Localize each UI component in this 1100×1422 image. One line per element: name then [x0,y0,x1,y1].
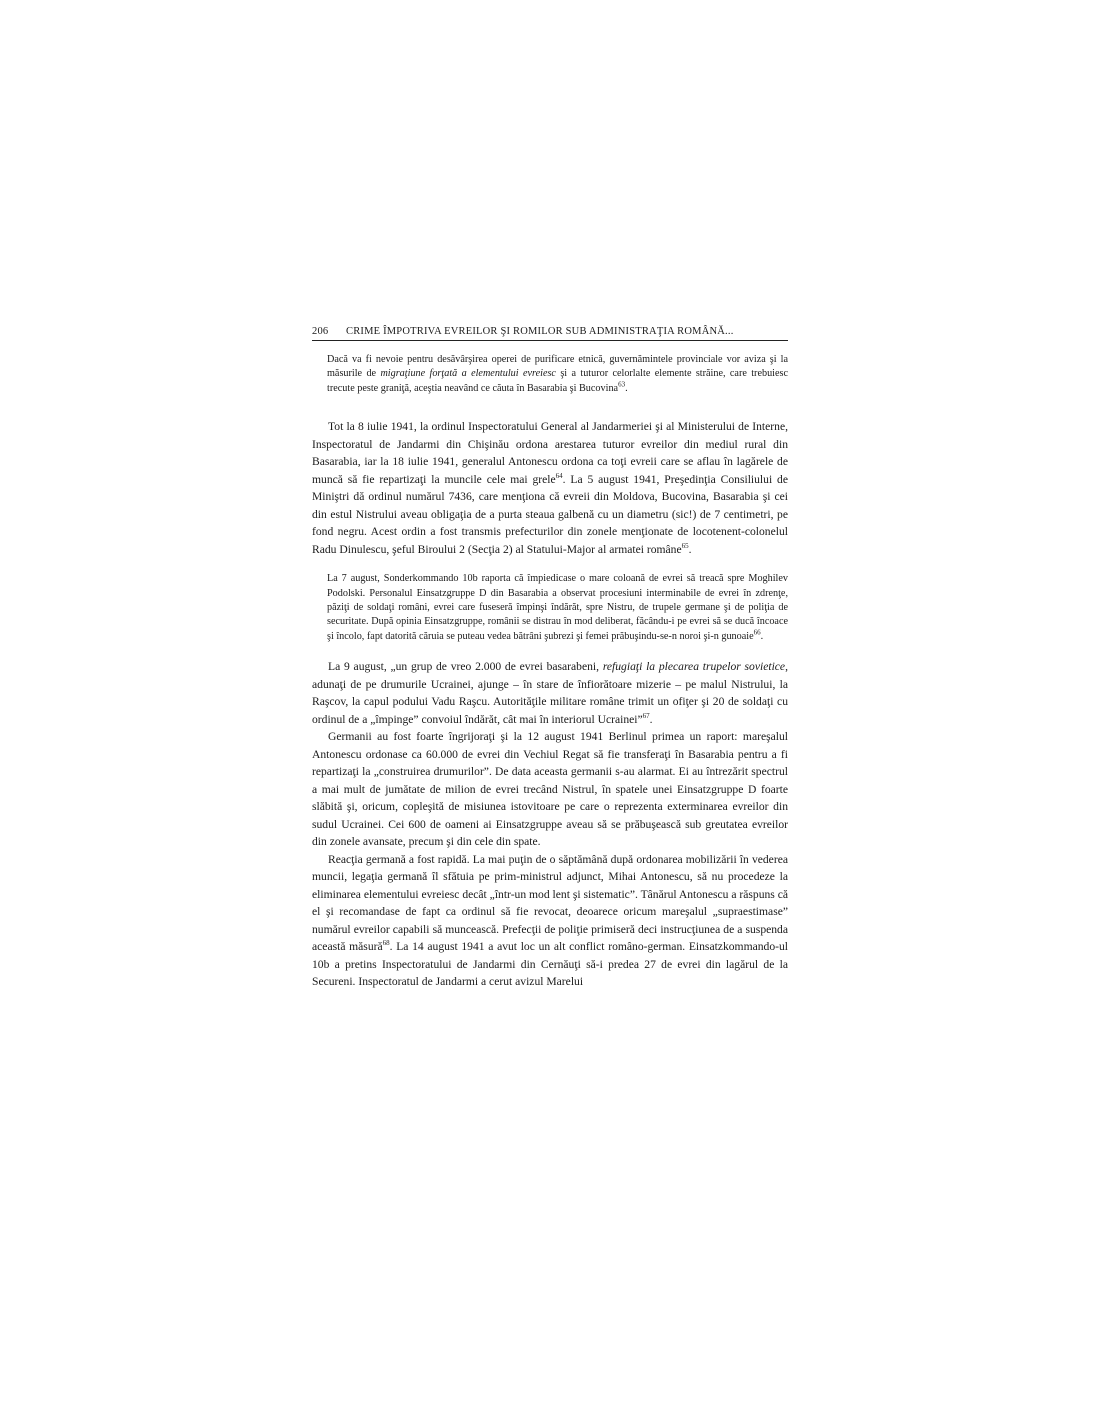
paragraph-text: . La 5 august 1941, Preşedinţia Consiliului de Miniştri dă ordinul numărul 7436, care menţiona că evreii din Moldova, Bucovina, Basarabia şi cei din estul Nistrului aveau obligaţia de a purta steaua galbenă cu un diametru (sic!) de 7 centimetri, pe fond negru. Acest ordin a fost transmis prefecturilor din zonele menţionate de locotenent-colonelul Radu Dinulescu, şeful Biroului 2 (Secţia 2) al Statului-Major al armatei române [312,472,788,556]
quote-text: Dacă va fi nevoie pentru desăvârşirea operei de purificare etnică, guvernămintele provinciale vor aviza şi la măsurile de [327,354,788,380]
punctuation: . [760,630,764,642]
quote-text: La 7 august, Sonderkommando 10b raporta că împiedicase o mare coloană de evrei să treacă spre Moghilev Podolski. Personalul Einsatzgruppe D din Basarabia a observat procesiuni interminabile de evrei în zdrenţe, păziţi de soldaţi români, evrei care fuseseră împinşi îndărăt, spre Nistru, de trupele germane şi de poliţia de securitate. După opinia Einsatzgruppe, românii se distrau în mod deliberat, făcându-i pe evrei să se ducă încoace şi încolo, fapt datorită căruia se puteau vedea bătrâni şubrezi şi femei prăbuşindu-se-n noroi şi-n gunoaie [327,573,788,642]
paragraph-text: La 9 august, „un grup de vreo 2.000 de evrei basarabeni, [328,660,603,674]
page-number: 206 [312,326,329,337]
punctuation: . [649,712,653,726]
quote-paragraph [327,572,788,644]
document-page [312,326,788,991]
block-quote-1 [327,353,788,396]
body-section-1 [312,418,788,558]
paragraph-text: Reacţia germană a fost rapidă. La mai puţin de o săptămână după ordonarea mobilizării în vederea muncii, legaţia germană îl sfătuia pe prim-ministrul adjunct, Mihai Antonescu, să nu procedeze la eliminarea elementului evreiesc decât „într-un mod lent şi sistematic”. Tânărul Antonescu a răspuns că el şi recomandase de fapt ca ordinul să fie revocat, deoarece oricum mareşalul „supraestimase” numărul evreilor capabili să muncească. Prefecţii de poliţie primiseră deci instrucţiunea de a suspenda această măsură [312,852,789,954]
paragraph-1 [312,418,788,558]
running-header [312,326,788,341]
paragraph-text: , adunaţi de pe drumurile Ucrainei, ajunge – în stare de înfiorătoare mizerie – pe malul Nistrului, la Raşcov, la capul podului Vadu Raşcu. Autorităţile militare române trimit un ofiţer şi 20 de soldaţi cu ordinul de a „împinge” convoiul îndărăt, cât mai în interiorul Ucrainei” [312,660,788,726]
block-quote-2 [327,572,788,644]
paragraph-text: . La 14 august 1941 a avut loc un alt conflict româno-german. Einsatzkommando-ul 10b a pretins Inspectoratului de Jandarmi din Cernăuţi să-i predea 27 de evrei din lagărul de la Secureni. Inspectoratul de Jandarmi a cerut avizul Marelui [312,940,789,989]
footnote-ref-66[interactable]: 66 [753,628,761,637]
quote-paragraph [327,353,788,396]
footnote-ref-63[interactable]: 63 [618,380,626,389]
footnote-ref-68[interactable]: 68 [382,939,390,948]
body-section-2 [312,658,788,991]
running-title: CRIME ÎMPOTRIVA EVREILOR ŞI ROMILOR SUB ADMINISTRAŢIA ROMÂNĂ... [346,326,734,337]
paragraph-2 [312,658,788,728]
quote-emphasis: migraţiune forţată a elementului evreiesc [380,368,556,380]
footnote-ref-64[interactable]: 64 [555,471,563,480]
paragraph-3: Germanii au fost foarte îngrijoraţi şi la 12 august 1941 Berlinul primea un raport: mareşalul Antonescu ordonase ca 60.000 de evrei din Vechiul Regat să fie transferaţi în Basarabia pentru a fi repartizaţi la „construirea drumurilor”. De data aceasta germanii s-au alarmat. Ei au întrezărit spectrul a mai mult de jumătate de milion de evrei trecând Nistrul, în spatele unei Einsatzgruppe D foarte slăbită şi, oricum, copleşită de misiunea istovitoare pe care o reprezenta exterminarea evreilor din sudul Ucrainei. Cei 600 de oameni ai Einsatzgruppe aveau să se prăbuşească sub greutatea evreilor din zonele avansate, precum şi din cele din spate. [312,730,788,849]
footnote-ref-67[interactable]: 67 [642,711,650,720]
quote-text: şi a tuturor celorlalte elemente străine, care trebuiesc trecute peste graniţă, aceştia neavând ce căuta în Basarabia şi Bucovina [327,368,788,394]
punctuation: . [688,542,692,556]
paragraph-emphasis: refugiaţi la plecarea trupelor sovietice [602,660,786,674]
paragraph-4 [312,851,788,991]
footnote-ref-65[interactable]: 65 [681,541,689,550]
paragraph-text: Tot la 8 iulie 1941, la ordinul Inspectoratului General al Jandarmeriei şi al Ministerului de Interne, Inspectoratul de Jandarmi din Chişinău ordona arestarea tuturor evreilor din mediul rural din Basarabia, iar la 18 iulie 1941, generalul Antonescu ordona ca toţi evreii care se aflau în lagărele de muncă să fie repartizaţi la muncile cele mai grele [312,420,788,486]
punctuation: . [625,382,628,394]
